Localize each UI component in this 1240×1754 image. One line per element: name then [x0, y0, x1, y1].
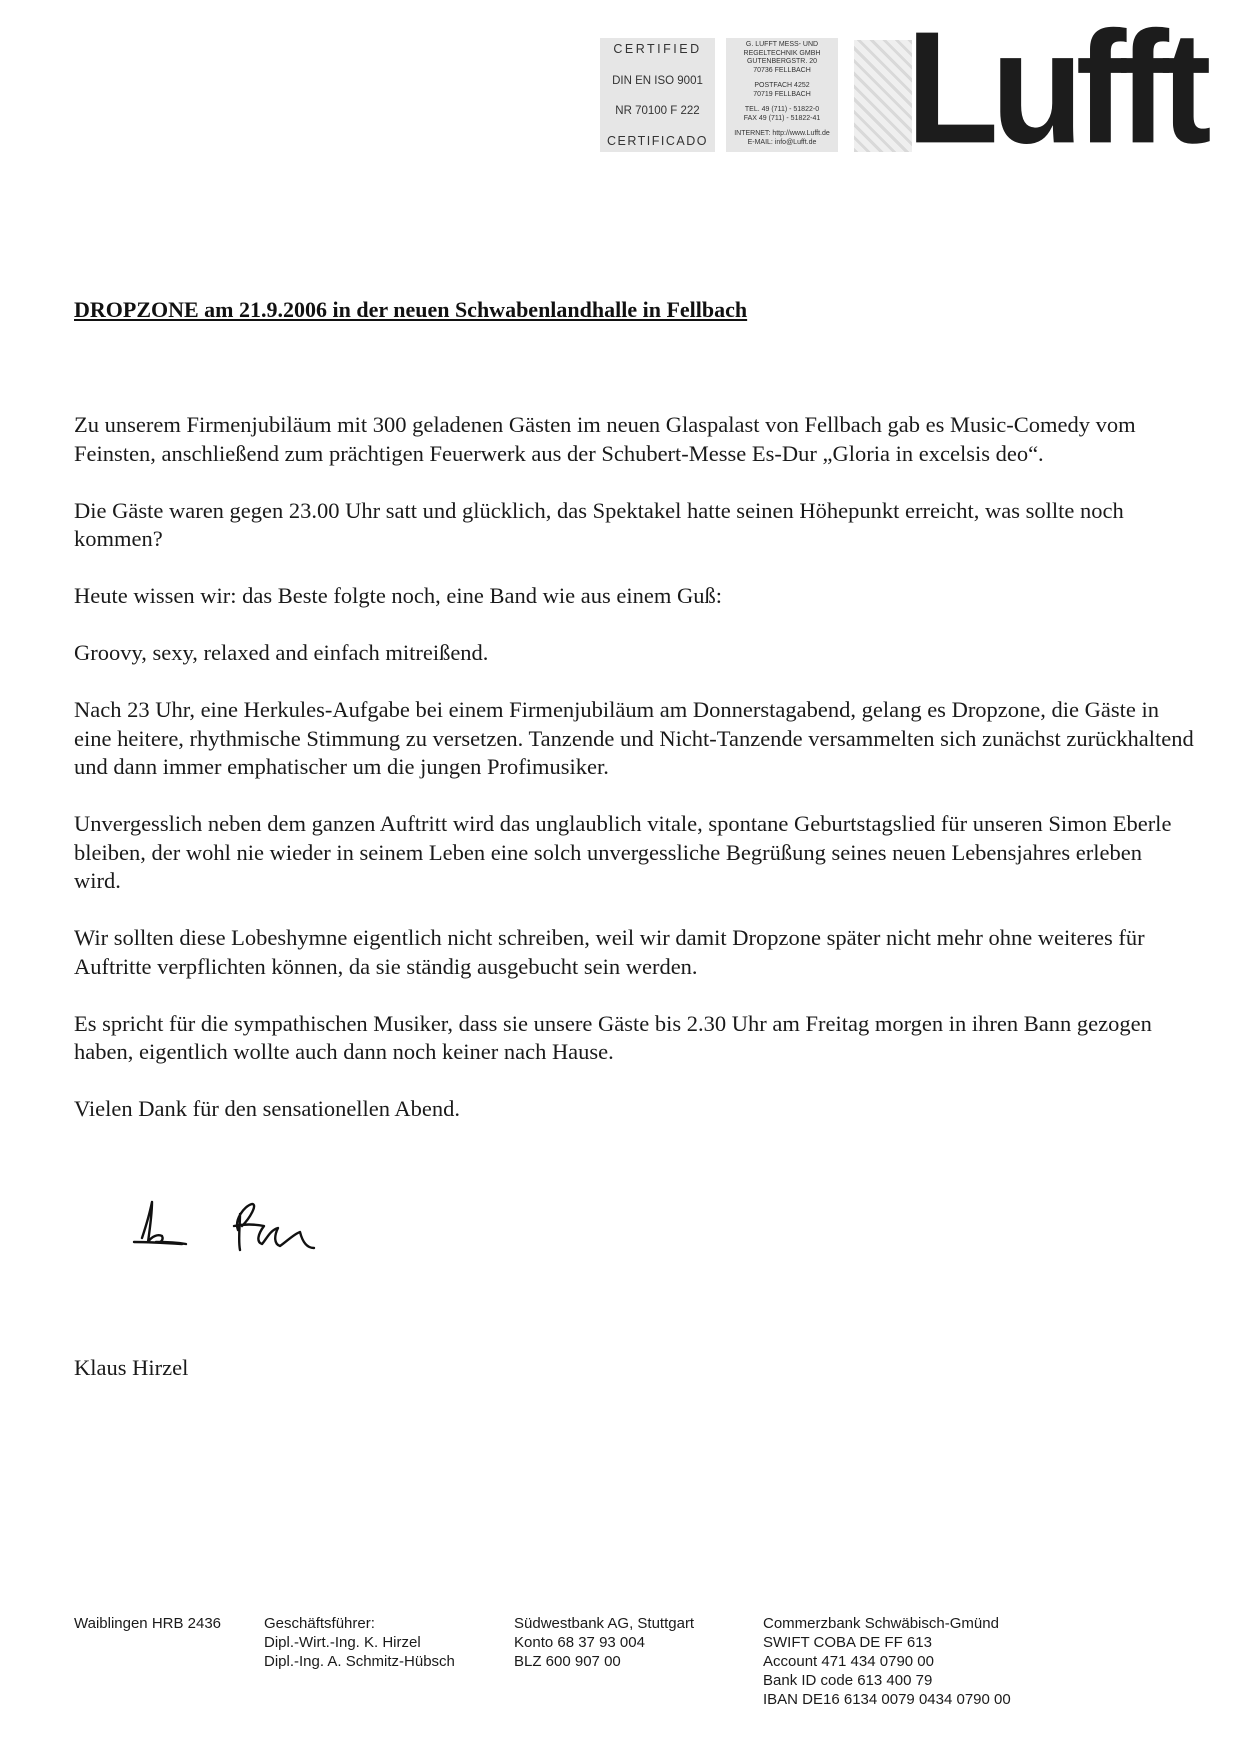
footer-line: Dipl.-Wirt.-Ing. K. Hirzel [264, 1634, 421, 1651]
email-line: E-MAIL: info@Lufft.de [747, 138, 817, 146]
signature-drawing [130, 1190, 360, 1260]
website-line: INTERNET: http://www.Lufft.de [734, 130, 830, 137]
contact-numbers [726, 103, 838, 123]
address-line: GUTENBERGSTR. 20 [746, 58, 817, 65]
certification-box [600, 38, 715, 152]
signature-icon [130, 1190, 360, 1260]
footer-line: Dipl.-Ing. A. Schmitz-Hübsch [264, 1653, 455, 1670]
body-paragraph: Zu unserem Firmenjubiläum mit 300 geladenen Gästen im neuen Glaspalast von Fellbach gab es Music-Comedy vom Feinsten, anschließend zum prächtigen Feuerwerk aus der Schubert-Messe Es-Dur „Gloria in excelsis deo“. [74, 412, 1136, 466]
footer-line: Waiblingen HRB 2436 [74, 1615, 222, 1632]
signer-name: Klaus Hirzel [74, 1355, 189, 1380]
footer-line: Bank ID code 613 400 79 [763, 1672, 933, 1689]
cert-label-bottom: CERTIFICADO [607, 134, 708, 148]
footer-management [264, 1614, 455, 1671]
lufft-logo [854, 0, 1204, 178]
body-paragraph: Es spricht für die sympathischen Musiker, dass sie unsere Gäste bis 2.30 Uhr am Freitag morgen in ihren Bann gezogen haben, eigentlich wollte auch dann noch keiner nach Hause. [74, 1010, 1152, 1064]
body-paragraph: Wir sollten diese Lobeshymne eigentlich nicht schreiben, weil wir damit Dropzone später nicht mehr ohne weiteres für Auftritte verpflichten können, da sie ständig ausgebucht sein werden. [74, 925, 1145, 979]
footer-bank-suedwestbank [514, 1614, 694, 1671]
cert-label-top: CERTIFIED [613, 42, 702, 56]
phone-line: TEL. 49 (711) - 51822-0 [744, 106, 820, 113]
postal-address [726, 79, 838, 99]
letter-body [74, 411, 1194, 1152]
body-paragraph: Groovy, sexy, relaxed and einfach mitreißend. [74, 640, 489, 665]
letterhead [600, 0, 1204, 178]
footer-bank-commerzbank [763, 1614, 1011, 1709]
body-paragraph: Nach 23 Uhr, eine Herkules-Aufgabe bei einem Firmenjubiläum am Donnerstagabend, gelang es Dropzone, die Gäste in eine heitere, rhythmische Stimmung zu versetzen. Tanzende und Nicht-Tanzende versammelten sich zunächst zurückhaltend und dann immer emphatischer um die jungen Profimusiker. [74, 697, 1194, 779]
footer-line: SWIFT COBA DE FF 613 [763, 1634, 932, 1651]
footer-line: Geschäftsführer: [264, 1615, 375, 1632]
footer-line: Account 471 434 0790 00 [763, 1653, 934, 1670]
footer-line: BLZ 600 907 00 [514, 1653, 621, 1670]
footer-line: Konto 68 37 93 004 [514, 1634, 645, 1651]
footer-registry [74, 1614, 221, 1633]
footer-line: IBAN DE16 6134 0079 0434 0790 00 [763, 1691, 1011, 1708]
fax-line: FAX 49 (711) - 51822-41 [743, 114, 821, 122]
logo-wordmark: Lufft [906, 0, 1204, 178]
logo-pattern [854, 40, 912, 152]
cert-number: NR 70100 F 222 [615, 105, 700, 117]
postal-line: POSTFACH 4252 [754, 82, 810, 89]
document-title: DROPZONE am 21.9.2006 in der neuen Schwabenlandhalle in Fellbach [74, 297, 748, 322]
body-paragraph: Heute wissen wir: das Beste folgte noch, eine Band wie aus einem Guß: [74, 583, 722, 608]
footer-line: Südwestbank AG, Stuttgart [514, 1615, 695, 1632]
cert-standard: DIN EN ISO 9001 [612, 75, 703, 87]
footer-line: Commerzbank Schwäbisch-Gmünd [763, 1615, 999, 1632]
postal-line: 70719 FELLBACH [753, 90, 811, 98]
body-paragraph: Vielen Dank für den sensationellen Abend. [74, 1096, 461, 1121]
company-address [726, 38, 838, 75]
company-address-box [726, 38, 838, 152]
body-paragraph: Unvergesslich neben dem ganzen Auftritt wird das unglaublich vitale, spontane Geburtstagslied für unseren Simon Eberle bleiben, der wohl nie wieder in seinem Leben eine solch unvergessliche Begrüßung seines neuen Lebensjahres erleben wird. [74, 811, 1172, 893]
web-contact [726, 127, 838, 147]
address-line: 70736 FELLBACH [753, 66, 811, 74]
address-line: G. LUFFT MESS- UND [745, 41, 819, 48]
body-paragraph: Die Gäste waren gegen 23.00 Uhr satt und glücklich, das Spektakel hatte seinen Höhepunkt erreicht, was sollte noch kommen? [74, 497, 1124, 551]
address-line: REGELTECHNIK GMBH [743, 49, 821, 57]
